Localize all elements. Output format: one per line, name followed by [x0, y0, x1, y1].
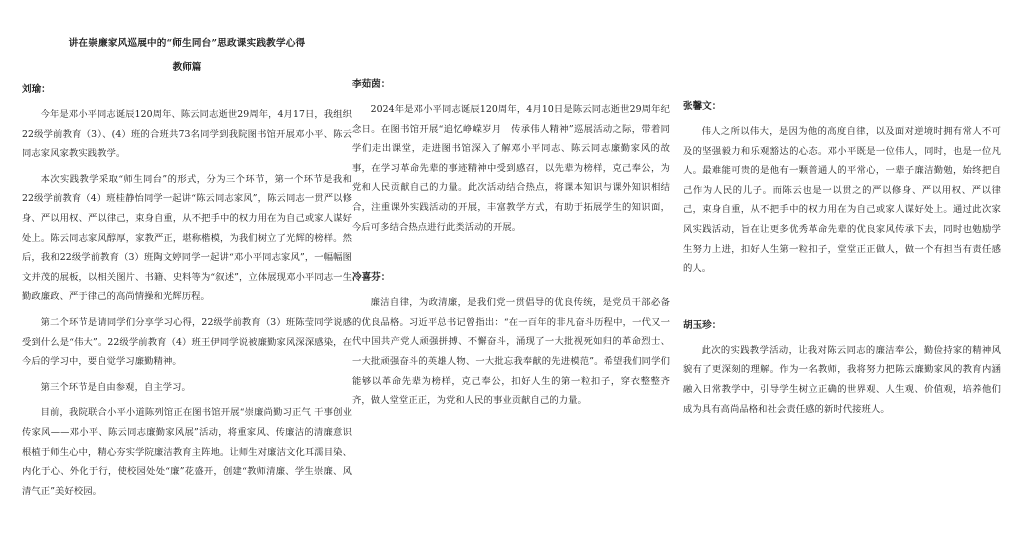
author-name: 冷喜芬： — [352, 272, 391, 284]
paragraph: 本次实践教学采取“师生同台”的形式，分为三个环节，第一个环节是我和22级学前教育（4）班桂静怡同学一起讲“陈云同志家风”，陈云同志一贯严以修身、严以用权、严以律己，束身自重，从不把手中的权力用在为自己或家人谋好处上。陈云同志家风醇厚，家教严正，堪称楷模，为我们树立了光辉的榜样。然后，我和22级学前教育（3）班陶文婷同学一起讲“邓小平同志家风”，一幅幅图文并茂的展板，以相关图片、书籍、史料等为“叙述”，立体展现邓小平同志一生勤政廉政、严于律己的高尚情操和光辉历程。 — [22, 173, 352, 303]
paragraph: 2024年是邓小平同志诞辰120周年，4月10日是陈云同志逝世29周年纪念日。在图书馆开展“追忆峥嵘岁月 传承伟人精神”巡展活动之际，带着同学们走出课堂，走进图书馆深入了解邓小平同志、陈云同志廉勤家风的故事，在学习革命先辈的事迹精神中受到感召，以先辈为榜样，克己奉公，为党和人民贡献自己的力量。此次活动结合热点，将课本知识与课外知识相结合，注重课外实践活动的开展，丰富教学方式，有助于拓展学生的知识面，今后可多结合热点进行此类活动的开展。 — [352, 104, 670, 233]
document-subtitle: 教师篇 — [172, 62, 202, 73]
author-name: 胡玉珍： — [683, 319, 722, 331]
reflection-section — [683, 319, 1001, 419]
paragraph: 伟人之所以伟大，是因为他的高度自律，以及面对逆境时拥有常人不可及的坚强毅力和乐观豁达的心态。邓小平既是一位伟人，同时，也是一位凡人。最难能可贵的是他有一颗普通人的平常心，一辈子廉洁勤勉，始终把自己作为人民的儿子。而陈云也是一以贯之的严以修身、严以用权、严以律己，束身自重，从不把手中的权力用在为自己或家人谋好处上。通过此次家风实践活动，旨在让更多优秀革命先辈的优良家风传承下去，同时也勉励学生努力上进，扣好人生第一粒扣子，堂堂正正做人，做一个有担当有责任感的人。 — [683, 126, 1001, 275]
paragraph: 第二个环节是请同学们分享学习心得，22级学前教育（3）班陈莹同学说感受到什么是“伟大”。22级学前教育（4）班王伊同学说被廉勤家风深深感染，在今后的学习中，要自觉学习廉勤精神。 — [22, 316, 352, 368]
reflection-section — [352, 78, 670, 237]
author-name: 李茹茵： — [352, 79, 391, 90]
paragraph: 目前，我院联合小平小道陈列馆正在图书馆开展“崇廉尚勤习正气 干事创业传家风——邓小平、陈云同志廉勤家风展”活动，将重家风、传廉洁的清廉意识根植于师生心中，精心夯实学院廉洁教育主阵地。让师生对廉洁文化耳濡目染、内化于心、外化于行，使校园处处“廉”花盛开，创建“教师清廉、学生崇廉、风清气正”美好校园。 — [22, 407, 352, 497]
author-name: 刘瑜： — [22, 84, 51, 95]
column-left — [22, 36, 352, 507]
document-title: 讲在崇廉家风巡展中的“师生同台”思政课实践教学心得 — [68, 38, 306, 49]
paragraph: 今年是邓小平同志诞辰120周年、陈云同志逝世29周年，4月17日，我组织22级学前教育（3）、(4）班的合班共73名同学到我院图书馆开展邓小平、陈云同志家风家教实践教学。 — [22, 109, 352, 160]
reflection-section — [683, 100, 1001, 279]
column-middle — [352, 78, 670, 439]
author-name: 张馨文： — [683, 101, 722, 112]
paragraph: 廉洁自律，为政清廉，是我们党一贯倡导的优良传统，是党员干部必备的优良品格。习近平总书记曾指出：“在一百年的非凡奋斗历程中，一代又一代中国共产党人顽强拼搏、不懈奋斗，涌现了一大批视死如归的革命烈士、一大批顽强奋斗的英雄人物、一大批忘我奉献的先进模范”。希望我们同学们能够以革命先辈为榜样，克己奉公，扣好人生的第一粒扣子，穿衣整整齐齐，做人堂堂正正，为党和人民的事业贡献自己的力量。 — [352, 297, 670, 407]
paragraph: 第三个环节是自由参观，自主学习。 — [40, 381, 191, 393]
column-right — [683, 100, 1001, 447]
paragraph: 此次的实践教学活动，让我对陈云同志的廉洁奉公，勤俭持家的精神风貌有了更深刻的理解。作为一名教师，我将努力把陈云廉勤家风的教育内涵融入日常教学中，引导学生树立正确的世界观、人生观、价值观，培养他们成为具有高尚品格和社会责任感的新时代接班人。 — [683, 344, 1001, 415]
reflection-section — [352, 271, 670, 411]
